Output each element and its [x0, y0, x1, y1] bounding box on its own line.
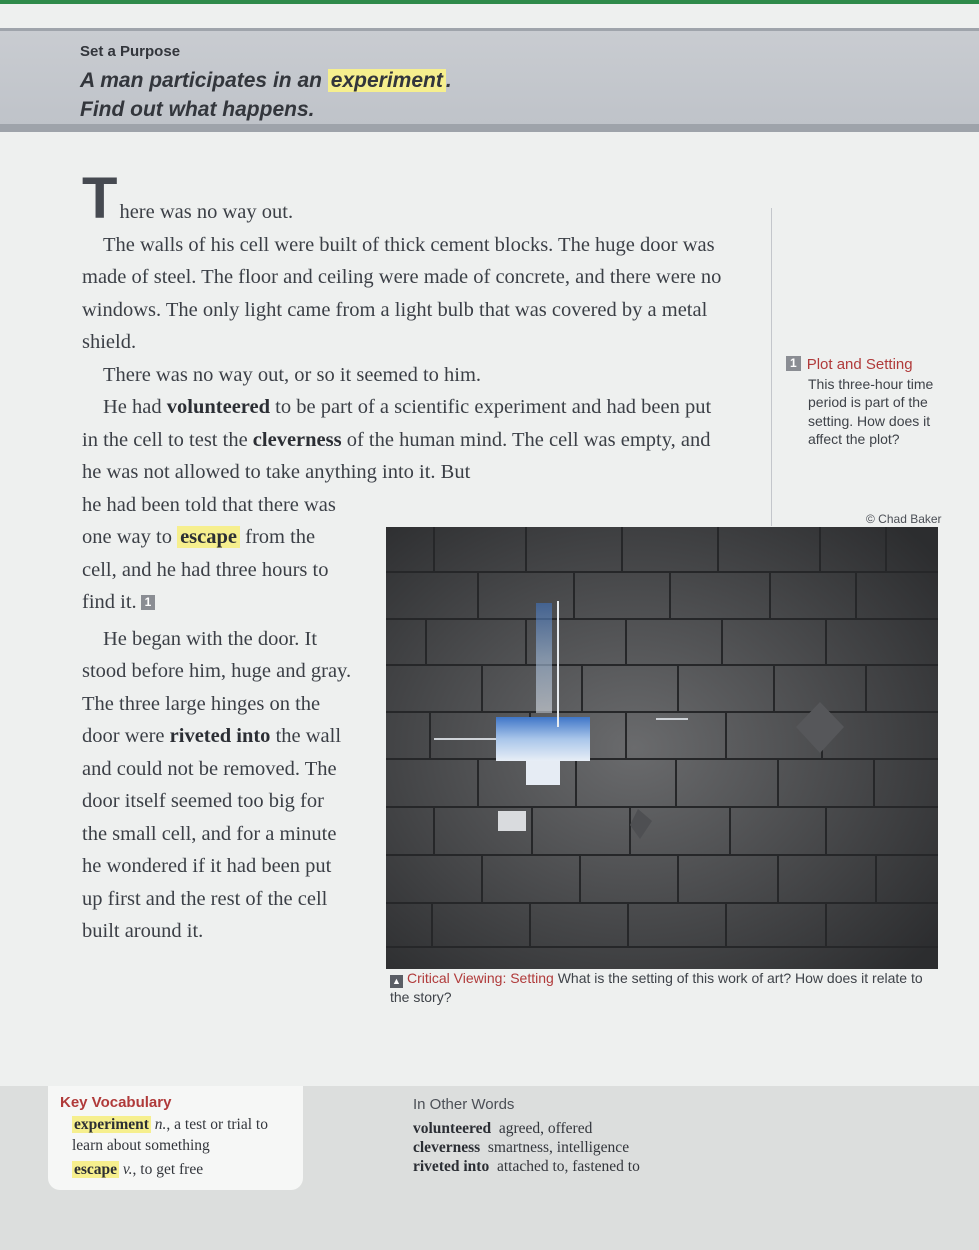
- key-vocabulary-box: [48, 1086, 303, 1190]
- vocab-definition: , to get free: [132, 1161, 204, 1178]
- other-words-entry: [413, 1139, 629, 1157]
- story-text-run: to be part of a scientific experiment and had been put in the cell to test the: [82, 396, 712, 451]
- story-text-run: of the human mind. The cell was empty, and he was not allowed to take anything into it. But: [82, 428, 711, 483]
- drop-cap: T: [82, 166, 118, 231]
- triangle-pointer-icon: ▲: [390, 975, 403, 988]
- story-paragraph: [82, 168, 722, 229]
- set-a-purpose-banner: [0, 28, 979, 132]
- other-words-entry: [413, 1158, 640, 1176]
- story-first-line: here was no way out.: [119, 201, 294, 223]
- story-paragraph: [82, 623, 352, 948]
- vocab-pos: v.: [122, 1161, 133, 1178]
- key-vocabulary-title: Key Vocabulary: [60, 1094, 172, 1111]
- purpose-highlight: experiment: [328, 69, 446, 92]
- other-words-term: cleverness: [413, 1139, 481, 1156]
- story-text-run: the wall and could not be removed. The door itself seemed too big for the small cell, and for a minute he wondered if it had been put up first and the rest of the cell built around it.: [82, 725, 342, 942]
- vocab-term-volunteered: volunteered: [166, 396, 271, 418]
- story-paragraph: The walls of his cell were built of thick cement blocks. The huge door was made of steel. The floor and ceiling were made of concrete, and there were no windows. The only light came from a light bulb that was covered by a metal shield.: [82, 233, 722, 353]
- caption-text: What is the setting of this work of art? How does it relate to the story?: [390, 970, 923, 1005]
- vocab-pos: n.: [154, 1116, 167, 1133]
- vocab-definition: , a test or trial to learn about something: [72, 1116, 268, 1154]
- purpose-line-2: Find out what happens.: [80, 98, 315, 121]
- vocab-word: escape: [74, 1161, 118, 1178]
- artwork-cement-wall: [386, 527, 938, 969]
- other-words-meaning: agreed, offered: [498, 1120, 593, 1137]
- other-words-meaning: smartness, intelligence: [487, 1139, 630, 1156]
- artwork-illustration: [386, 527, 938, 969]
- vocab-term-cleverness: cleverness: [252, 428, 342, 451]
- story-paragraph: [82, 391, 722, 489]
- art-caption: [390, 969, 930, 1006]
- story-text-run: He had: [103, 396, 167, 418]
- story-text-run: He began with the door. It stood before him, huge and gray. The three large hinges on the door were: [82, 627, 352, 747]
- vocab-word: experiment: [74, 1116, 149, 1133]
- story-paragraph: There was no way out, or so it seemed to him.: [103, 363, 482, 386]
- other-words-entry: [413, 1120, 592, 1138]
- vocab-entry: [72, 1114, 297, 1156]
- in-other-words-title: In Other Words: [413, 1096, 515, 1113]
- purpose-line-1: [80, 69, 452, 93]
- art-credit: © Chad Baker: [866, 512, 942, 526]
- side-note-title: Plot and Setting: [806, 356, 913, 373]
- purpose-label: Set a Purpose: [80, 43, 181, 60]
- note-marker: 1: [141, 595, 156, 610]
- story-paragraph: [82, 489, 352, 619]
- note-marker: 1: [786, 356, 801, 371]
- purpose-text: A man participates in an: [80, 69, 328, 92]
- sidebar-divider: [771, 208, 772, 526]
- page-top-edge: [0, 0, 979, 4]
- vocab-term-riveted-into: riveted into: [169, 725, 271, 747]
- side-note-body: This three-hour time period is part of the setting. How does it affect the plot?: [808, 375, 934, 447]
- other-words-meaning: attached to, fastened to: [496, 1158, 640, 1175]
- story-text-run: from the cell, and he had three hours to find it.: [82, 526, 329, 613]
- key-vocab-escape: escape: [177, 526, 240, 548]
- purpose-period: .: [445, 69, 452, 92]
- other-words-term: volunteered: [413, 1120, 492, 1137]
- side-note-plot-and-setting: [786, 355, 946, 449]
- other-words-term: riveted into: [413, 1158, 490, 1175]
- caption-title: Critical Viewing: Setting: [407, 970, 554, 986]
- vocab-entry: [72, 1159, 203, 1180]
- story-text-run: he had been told that there was one way to: [82, 493, 336, 548]
